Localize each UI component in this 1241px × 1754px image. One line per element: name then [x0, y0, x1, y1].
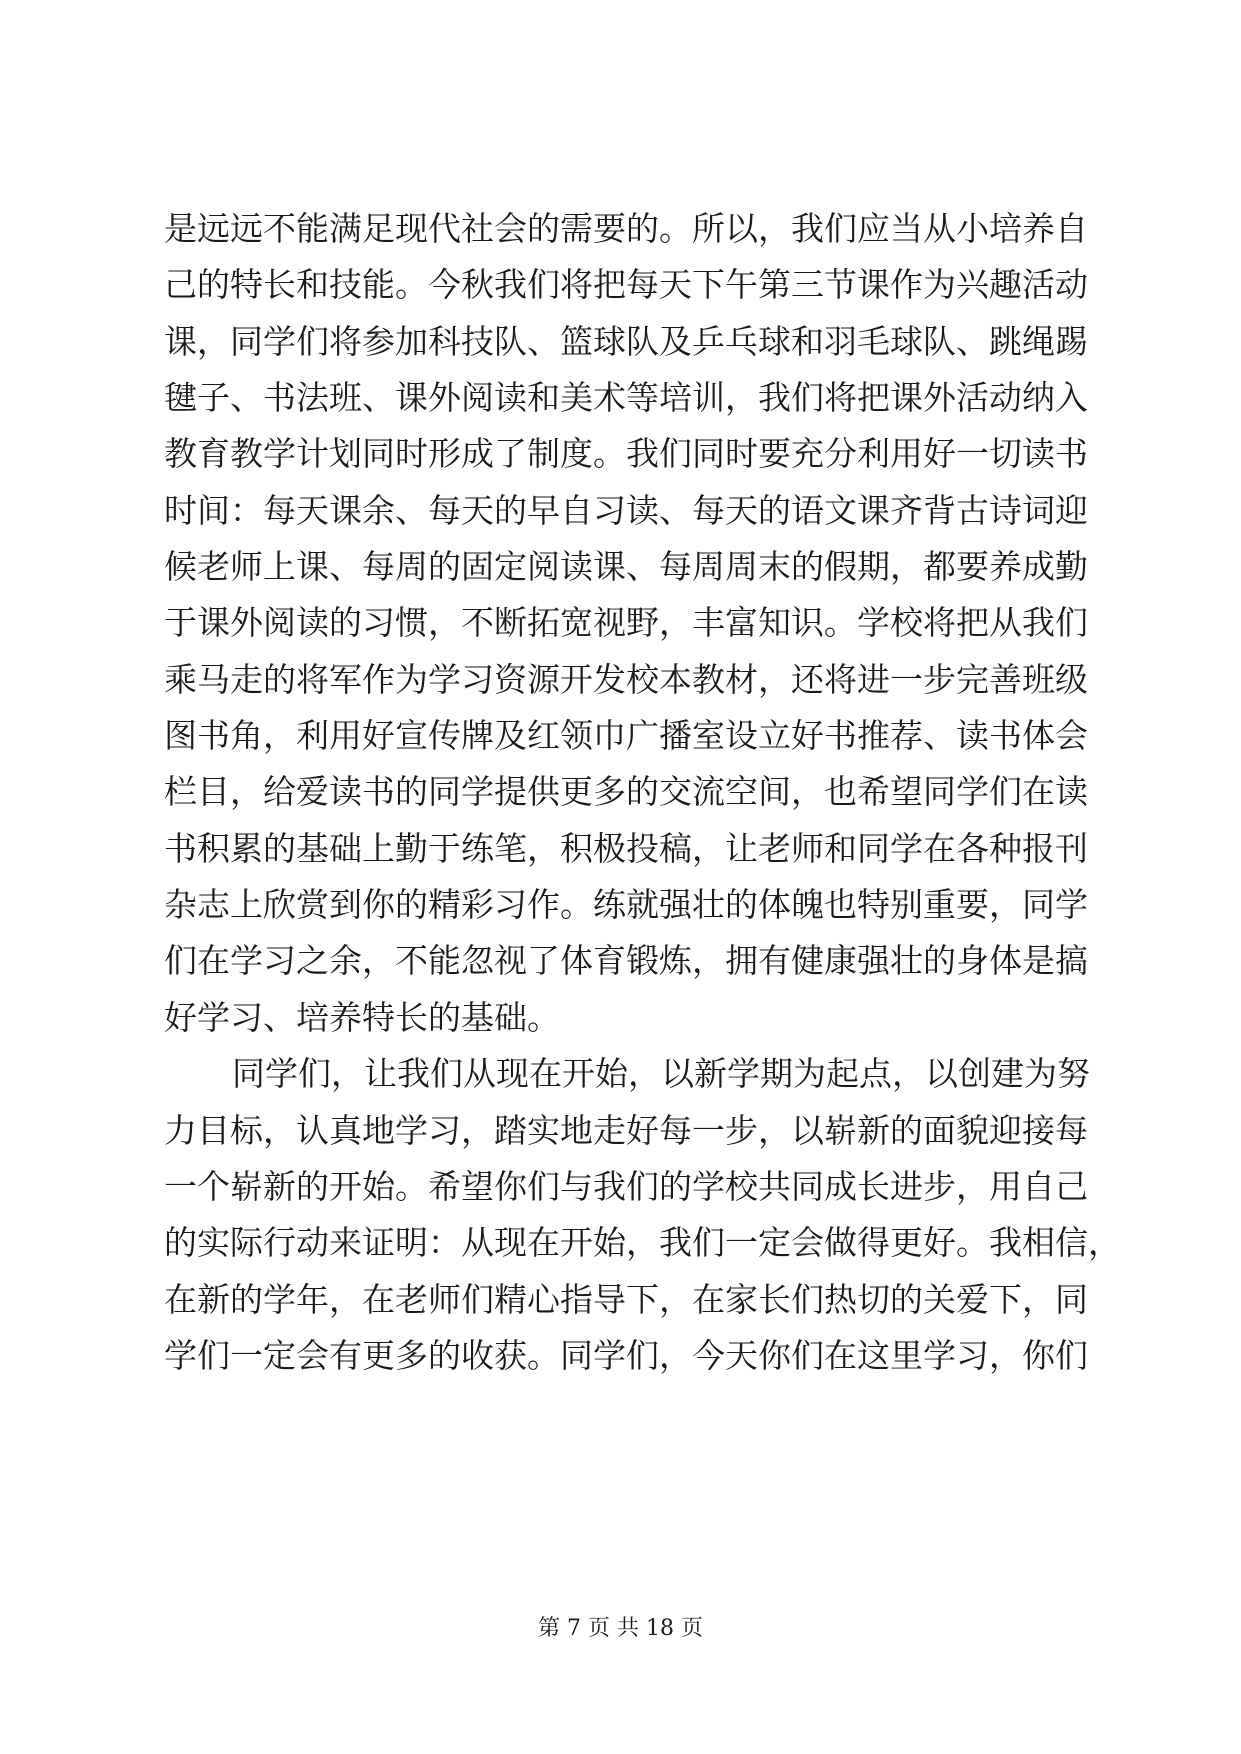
body-text-line: 乘马走的将军作为学习资源开发校本教材，还将进一步完善班级 [164, 660, 1088, 699]
body-text-line: 在新的学年，在老师们精心指导下，在家长们热切的关爱下，同 [164, 1280, 1088, 1319]
body-text-line: 教育教学计划同时形成了制度。我们同时要充分利用好一切读书 [164, 434, 1088, 473]
body-text-line: 于课外阅读的习惯，不断拓宽视野，丰富知识。学校将把从我们 [164, 603, 1088, 642]
paragraph-first-line: 同学们，让我们从现在开始，以新学期为起点，以创建为努 [232, 1054, 1090, 1093]
body-text-line: 栏目，给爱读书的同学提供更多的交流空间，也希望同学们在读 [164, 772, 1088, 811]
body-text-line: 图书角，利用好宣传牌及红领巾广播室设立好书推荐、读书体会 [164, 716, 1088, 755]
body-text-line: 候老师上课、每周的固定阅读课、每周周末的假期，都要养成勤 [164, 547, 1088, 586]
body-text-line: 们在学习之余，不能忽视了体育锻炼，拥有健康强壮的身体是搞 [164, 941, 1088, 980]
body-text-line: 的实际行动来证明：从现在开始，我们一定会做得更好。我相信， [164, 1223, 1121, 1262]
body-text-line: 力目标，认真地学习，踏实地走好每一步，以崭新的面貌迎接每 [164, 1111, 1088, 1150]
body-text-line: 学们一定会有更多的收获。同学们，今天你们在这里学习，你们 [164, 1336, 1088, 1375]
body-text-line: 己的特长和技能。今秋我们将把每天下午第三节课作为兴趣活动 [164, 265, 1088, 304]
body-text-line: 毽子、书法班、课外阅读和美术等培训，我们将把课外活动纳入 [164, 378, 1088, 417]
body-text-line: 课，同学们将参加科技队、篮球队及乒乓球和羽毛球队、跳绳踢 [164, 322, 1088, 361]
body-text-line: 书积累的基础上勤于练笔，积极投稿，让老师和同学在各种报刊 [164, 829, 1088, 868]
body-text-line: 时间：每天课余、每天的早自习读、每天的语文课齐背古诗词迎 [164, 491, 1088, 530]
body-text-line: 好学习、培养特长的基础。 [164, 998, 560, 1037]
page-number-footer: 第 7 页 共 18 页 [538, 1616, 703, 1641]
body-text-line: 是远远不能满足现代社会的需要的。所以，我们应当从小培养自 [164, 209, 1088, 248]
body-text-line: 杂志上欣赏到你的精彩习作。练就强壮的体魄也特别重要，同学 [164, 885, 1088, 924]
body-text-line: 一个崭新的开始。希望你们与我们的学校共同成长进步，用自己 [164, 1167, 1088, 1206]
